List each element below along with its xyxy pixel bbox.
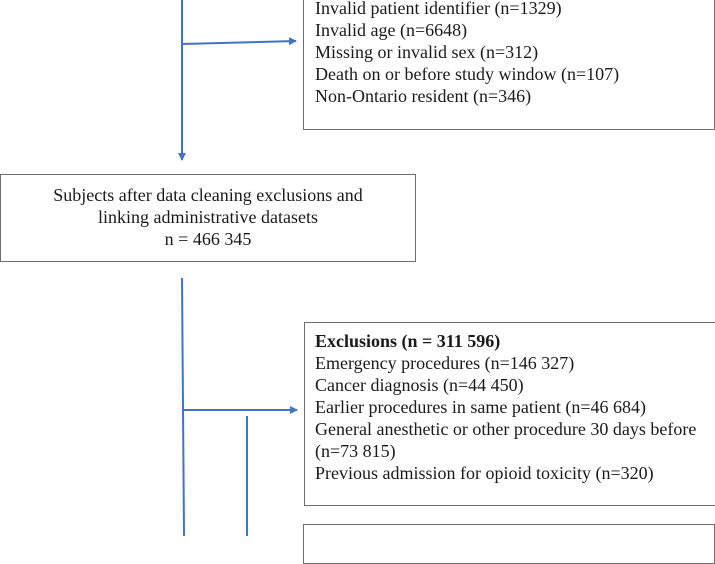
- top-exclusion-item: Death on or before study window (n=107): [315, 64, 620, 84]
- exclusions-title: Exclusions (n = 311 596): [315, 331, 501, 351]
- after-cleaning-line1: Subjects after data cleaning exclusions and: [53, 185, 363, 205]
- next-stage-box: [303, 524, 715, 564]
- after-cleaning-box: [0, 174, 416, 262]
- exclusion-item: Emergency procedures (n=146 327): [315, 353, 575, 373]
- exclusion-item: Cancer diagnosis (n=44 450): [315, 375, 524, 395]
- exclusions-box: [304, 322, 715, 506]
- after-cleaning-count: n = 466 345: [164, 229, 252, 249]
- exclusion-item: Earlier procedures in same patient (n=46 684): [315, 397, 647, 417]
- top-exclusion-item: Missing or invalid sex (n=312): [315, 42, 539, 62]
- top-exclusion-item: Invalid age (n=6648): [315, 20, 468, 40]
- top-exclusion-item: Invalid patient identifier (n=1329): [315, 0, 562, 18]
- top-exclusions-box: [303, 0, 715, 130]
- branch-arrow-top-exclusions: [182, 41, 296, 44]
- after-cleaning-line2: linking administrative datasets: [98, 207, 318, 227]
- exclusion-item: General anesthetic or other procedure 30 days before (n=73 815): [315, 419, 697, 461]
- exclusion-item: Previous admission for opioid toxicity (n=320): [315, 463, 654, 483]
- main-flow-line-bottom: [182, 278, 184, 536]
- top-exclusion-item: Non-Ontario resident (n=346): [315, 86, 532, 106]
